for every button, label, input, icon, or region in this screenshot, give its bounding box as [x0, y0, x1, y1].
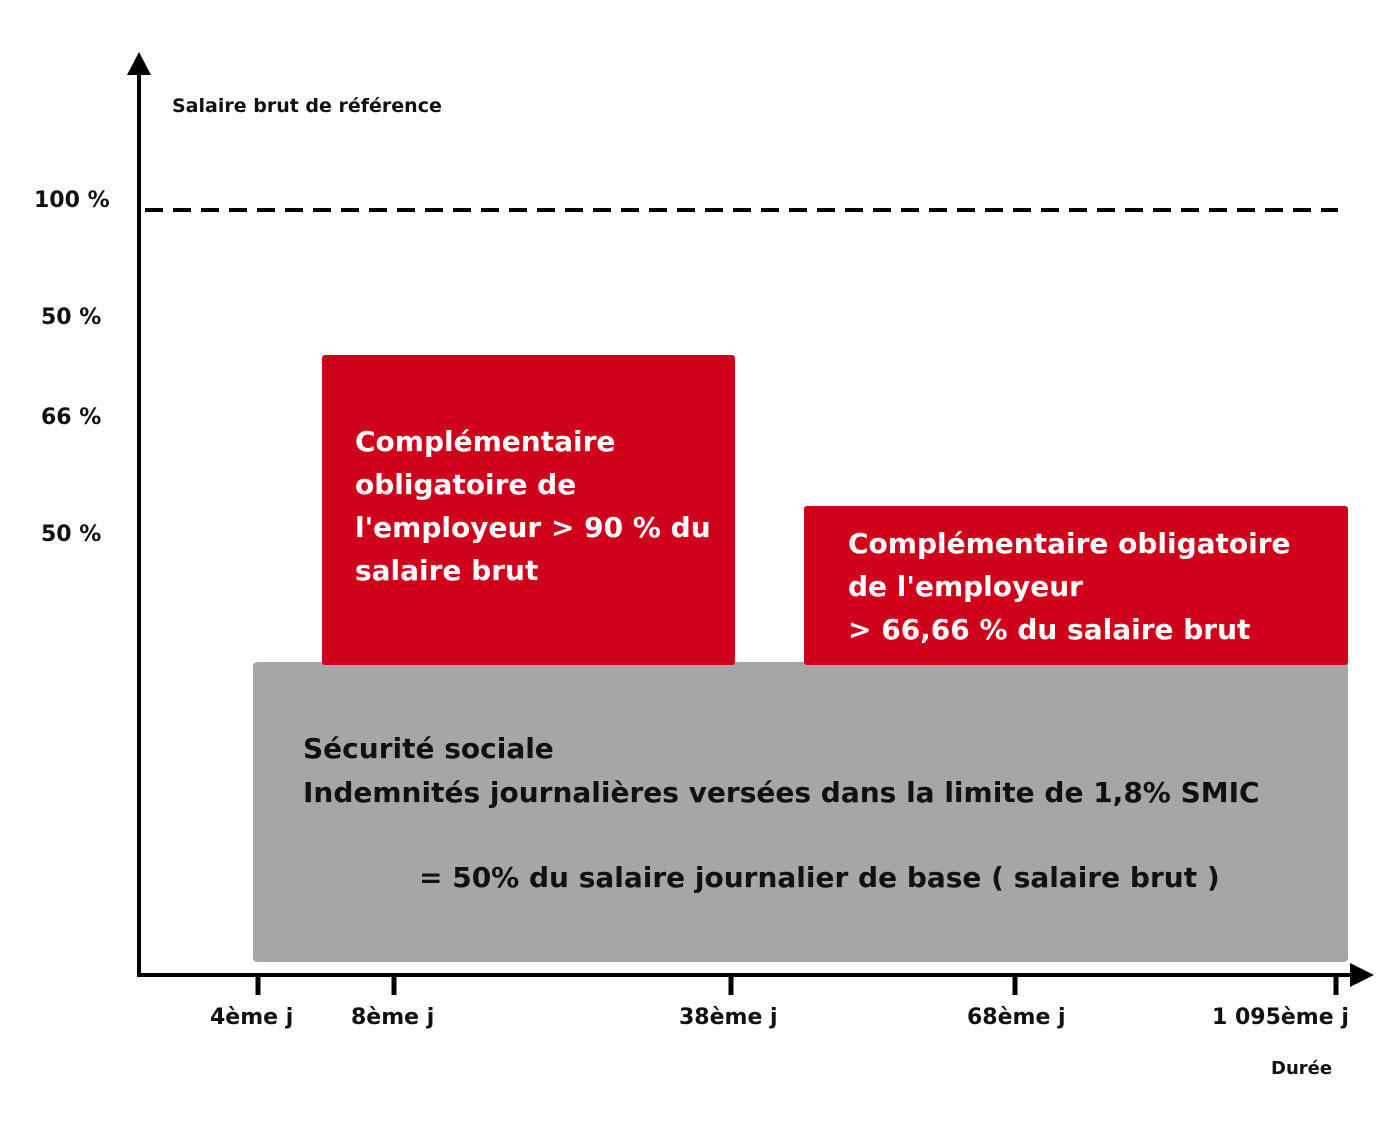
- social-security-title: Sécurité sociale: [303, 732, 554, 765]
- x-tick-label: 4ème j: [210, 1005, 294, 1030]
- x-tick-marks: [258, 975, 1336, 995]
- y-axis-arrow: [127, 52, 151, 75]
- employer-complement-66-text: Complémentaire obligatoire de l'employeur > 66,66 % du salaire brut: [848, 527, 1291, 646]
- employer-complement-90-text: Complémentaire obligatoire de l'employeur > 90 % du salaire brut: [355, 425, 711, 587]
- social-security-block: [253, 662, 1348, 962]
- social-security-rate: = 50% du salaire journalier de base ( salaire brut ): [419, 861, 1220, 894]
- y-tick-label: 100 %: [34, 188, 110, 213]
- x-tick-label: 8ème j: [351, 1005, 435, 1030]
- social-security-description: Indemnités journalières versées dans la limite de 1,8% SMIC: [303, 776, 1260, 809]
- y-tick-label: 50 %: [41, 305, 102, 330]
- employer-complement-66-block: [804, 506, 1348, 665]
- x-tick-label: 1 095ème j: [1212, 1005, 1349, 1030]
- x-axis-arrow: [1350, 963, 1374, 987]
- y-axis-title: Salaire brut de référence: [172, 95, 442, 117]
- x-axis-title: Durée: [1271, 1058, 1333, 1079]
- x-tick-label: 68ème j: [967, 1005, 1066, 1030]
- y-tick-label: 66 %: [41, 405, 102, 430]
- employer-complement-90-block: [322, 355, 735, 665]
- y-tick-label: 50 %: [41, 522, 102, 547]
- x-tick-label: 38ème j: [679, 1005, 778, 1030]
